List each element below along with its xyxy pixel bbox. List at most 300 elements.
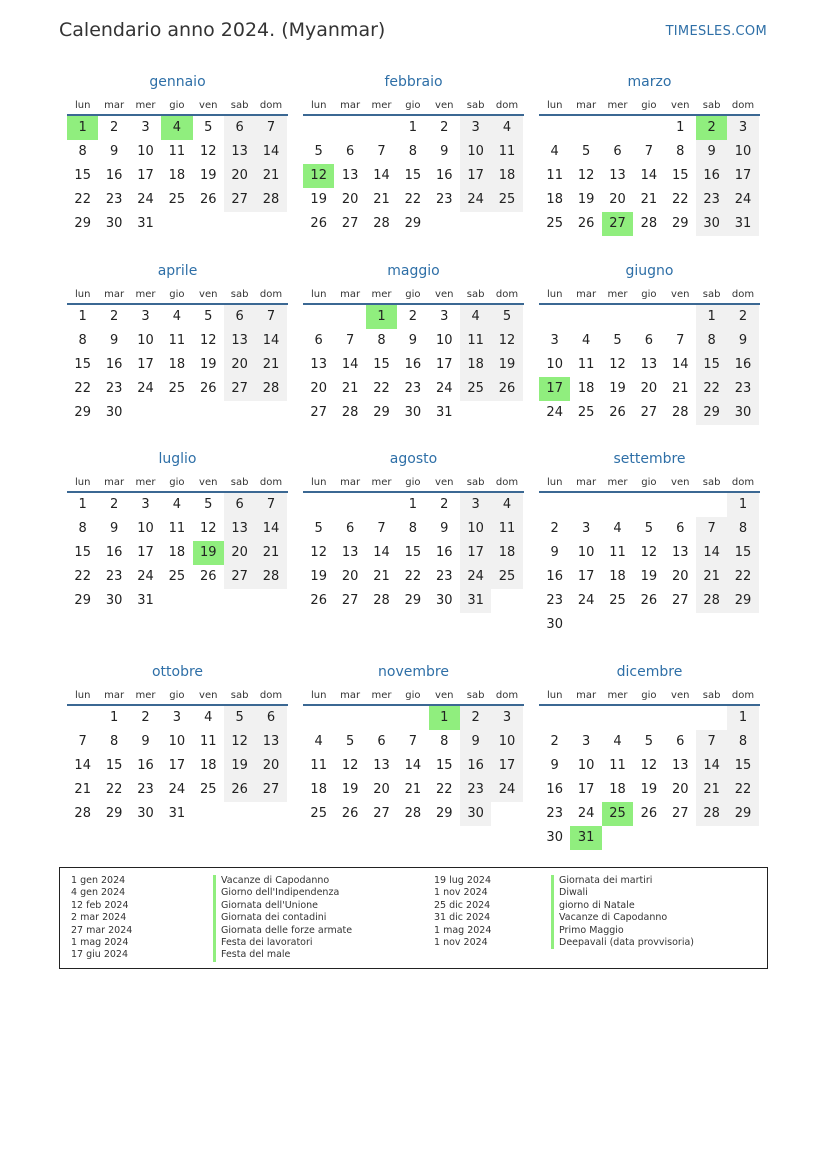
day-cell: 23 xyxy=(546,806,563,821)
day-cell: 29 xyxy=(404,216,422,231)
day-cell: 19 xyxy=(199,357,217,372)
day-grid xyxy=(303,116,524,236)
day-cell: 27 xyxy=(224,188,255,212)
weekday-label: lun xyxy=(546,289,563,300)
month-giugno xyxy=(539,261,760,425)
day-cell: 30 xyxy=(137,806,154,821)
day-cell: 15 xyxy=(74,545,91,560)
day-cell: 5 xyxy=(314,144,323,159)
weekday-label: mer xyxy=(607,477,628,488)
day-cell: 26 xyxy=(199,381,217,396)
day-cell: 11 xyxy=(168,333,186,348)
legend-date: 1 gen 2024 xyxy=(71,875,126,886)
weekday-header xyxy=(67,96,288,116)
day-cell: 3 xyxy=(727,116,758,140)
day-cell: 24 xyxy=(577,806,595,821)
weekday-label: sab xyxy=(702,477,721,488)
weekday-label: mer xyxy=(135,690,156,701)
day-cell: 28 xyxy=(341,405,359,420)
day-grid xyxy=(539,116,760,236)
day-cell: 23 xyxy=(435,192,453,207)
weekday-header xyxy=(67,686,288,706)
holiday-day-cell: 4 xyxy=(161,116,192,140)
weekday-label: sab xyxy=(466,100,485,111)
month-dicembre xyxy=(539,662,760,850)
weekday-label: ven xyxy=(199,289,218,300)
day-cell: 15 xyxy=(671,168,689,183)
day-cell: 31 xyxy=(168,806,186,821)
day-cell: 9 xyxy=(460,730,491,754)
day-cell: 26 xyxy=(310,216,327,231)
legend-holiday-name: Deepavali (data provvisoria) xyxy=(551,937,694,949)
day-cell: 29 xyxy=(727,802,758,826)
day-cell: 6 xyxy=(255,706,286,730)
empty-cell xyxy=(602,305,633,329)
weekday-label: lun xyxy=(310,289,327,300)
holiday-day-cell: 2 xyxy=(696,116,727,140)
legend-holiday-name: Festa del male xyxy=(213,949,352,961)
weekday-label: dom xyxy=(731,690,755,701)
weekday-label: dom xyxy=(495,100,519,111)
weekday-label: ven xyxy=(671,100,690,111)
day-cell: 9 xyxy=(440,144,449,159)
day-cell: 10 xyxy=(577,758,595,773)
empty-cell xyxy=(633,493,664,517)
day-cell: 15 xyxy=(435,758,453,773)
legend-holiday-name: Primo Maggio xyxy=(551,925,694,937)
day-cell: 19 xyxy=(310,192,327,207)
day-cell: 18 xyxy=(609,782,626,797)
day-cell: 20 xyxy=(671,782,689,797)
weekday-label: mar xyxy=(576,289,597,300)
day-cell: 4 xyxy=(491,493,522,517)
day-cell: 18 xyxy=(491,164,522,188)
day-cell: 20 xyxy=(255,754,286,778)
day-cell: 17 xyxy=(577,782,595,797)
month-name: aprile xyxy=(157,263,198,279)
month-ottobre xyxy=(67,662,288,826)
day-cell: 29 xyxy=(435,806,453,821)
day-cell: 15 xyxy=(74,168,91,183)
day-cell: 24 xyxy=(460,565,491,589)
day-cell: 26 xyxy=(640,806,658,821)
legend-date: 12 feb 2024 xyxy=(71,899,129,911)
day-cell: 31 xyxy=(727,212,758,236)
day-cell: 13 xyxy=(341,545,359,560)
day-cell: 13 xyxy=(609,168,626,183)
day-cell: 29 xyxy=(74,593,91,608)
day-cell: 21 xyxy=(696,778,727,802)
day-cell: 2 xyxy=(141,710,150,725)
legend-date: 1 mag 2024 xyxy=(71,936,129,948)
day-cell: 15 xyxy=(696,353,727,377)
day-cell: 14 xyxy=(74,758,91,773)
day-cell: 6 xyxy=(224,116,255,140)
day-cell: 1 xyxy=(696,305,727,329)
empty-cell xyxy=(570,706,601,730)
weekday-label: ven xyxy=(199,477,218,488)
empty-cell xyxy=(696,493,727,517)
day-cell: 9 xyxy=(550,545,559,560)
day-cell: 2 xyxy=(109,497,119,512)
day-cell: 1 xyxy=(408,120,417,135)
day-cell: 12 xyxy=(341,758,359,773)
day-cell: 16 xyxy=(546,569,563,584)
day-cell: 23 xyxy=(435,569,453,584)
day-cell: 10 xyxy=(460,140,491,164)
day-cell: 22 xyxy=(727,565,758,589)
day-cell: 27 xyxy=(224,565,255,589)
weekday-label: sab xyxy=(702,289,721,300)
day-cell: 18 xyxy=(577,381,595,396)
day-cell: 1 xyxy=(727,493,758,517)
day-cell: 23 xyxy=(727,377,758,401)
day-cell: 28 xyxy=(404,806,422,821)
day-cell: 10 xyxy=(137,333,154,348)
empty-cell xyxy=(633,305,664,329)
day-cell: 10 xyxy=(577,545,595,560)
day-cell: 18 xyxy=(609,569,626,584)
day-cell: 6 xyxy=(345,144,355,159)
day-cell: 16 xyxy=(460,754,491,778)
day-cell: 11 xyxy=(460,329,491,353)
empty-cell xyxy=(602,116,633,140)
day-cell: 24 xyxy=(137,569,154,584)
month-name: luglio xyxy=(158,451,197,467)
day-cell: 11 xyxy=(546,168,563,183)
empty-cell xyxy=(602,706,633,730)
day-cell: 20 xyxy=(341,192,359,207)
day-cell: 30 xyxy=(105,405,123,420)
empty-cell xyxy=(366,116,397,140)
day-cell: 28 xyxy=(74,806,91,821)
weekday-label: sab xyxy=(466,289,485,300)
day-cell: 10 xyxy=(137,144,154,159)
day-cell: 7 xyxy=(377,521,386,536)
weekday-header xyxy=(303,686,524,706)
day-cell: 13 xyxy=(640,357,658,372)
empty-cell xyxy=(665,706,696,730)
weekday-label: dom xyxy=(259,690,283,701)
day-cell: 10 xyxy=(460,517,491,541)
day-grid xyxy=(539,305,760,425)
day-cell: 10 xyxy=(137,521,154,536)
day-cell: 22 xyxy=(696,377,727,401)
weekday-label: sab xyxy=(702,100,721,111)
legend-date: 1 mag 2024 xyxy=(434,924,492,936)
weekday-label: mar xyxy=(340,477,361,488)
day-cell: 17 xyxy=(435,357,453,372)
weekday-header xyxy=(303,285,524,305)
day-cell: 17 xyxy=(727,164,758,188)
empty-cell xyxy=(334,116,365,140)
day-grid xyxy=(539,493,760,637)
weekday-label: mar xyxy=(340,289,361,300)
weekday-label: mer xyxy=(371,690,392,701)
day-cell: 13 xyxy=(255,730,286,754)
weekday-label: gio xyxy=(169,289,185,300)
day-cell: 5 xyxy=(314,521,323,536)
weekday-label: dom xyxy=(259,477,283,488)
legend-holiday-name: Giornata dei martiri xyxy=(551,875,694,887)
day-cell: 17 xyxy=(137,545,154,560)
day-cell: 30 xyxy=(727,401,758,425)
legend-date: 31 dic 2024 xyxy=(434,912,491,924)
day-cell: 10 xyxy=(491,730,522,754)
month-settembre xyxy=(539,449,760,637)
weekday-label: dom xyxy=(259,100,283,111)
day-cell: 6 xyxy=(224,305,255,329)
day-cell: 21 xyxy=(373,569,390,584)
weekday-label: gio xyxy=(169,690,185,701)
day-cell: 29 xyxy=(74,216,91,231)
day-cell: 6 xyxy=(224,493,255,517)
weekday-label: ven xyxy=(671,477,690,488)
weekday-label: dom xyxy=(731,100,755,111)
day-cell: 19 xyxy=(640,782,658,797)
day-cell: 7 xyxy=(78,734,87,749)
weekday-label: mar xyxy=(340,100,361,111)
empty-cell xyxy=(303,706,334,730)
day-cell: 24 xyxy=(137,192,154,207)
day-grid xyxy=(67,706,288,826)
weekday-label: ven xyxy=(671,289,690,300)
weekday-label: ven xyxy=(435,289,454,300)
day-cell: 26 xyxy=(577,216,595,231)
legend-holiday-name: Giornata delle forze armate xyxy=(213,925,352,937)
day-cell: 2 xyxy=(109,309,119,324)
legend-holiday-name: Giornata dei contadini xyxy=(213,912,352,924)
day-cell: 6 xyxy=(644,333,653,348)
day-cell: 5 xyxy=(644,521,653,536)
holiday-legend xyxy=(59,867,768,969)
day-cell: 22 xyxy=(404,192,422,207)
day-cell: 14 xyxy=(373,545,390,560)
weekday-label: mar xyxy=(576,100,597,111)
empty-cell xyxy=(570,116,601,140)
empty-cell xyxy=(397,706,428,730)
empty-cell xyxy=(665,305,696,329)
day-cell: 24 xyxy=(168,782,186,797)
day-cell: 4 xyxy=(172,497,181,512)
day-cell: 29 xyxy=(696,401,727,425)
day-grid xyxy=(303,305,524,425)
day-cell: 7 xyxy=(408,734,417,749)
day-cell: 21 xyxy=(341,381,359,396)
day-cell: 28 xyxy=(640,216,658,231)
day-cell: 23 xyxy=(105,569,123,584)
empty-cell xyxy=(633,116,664,140)
day-cell: 9 xyxy=(109,144,119,159)
day-cell: 12 xyxy=(609,357,626,372)
day-cell: 22 xyxy=(74,381,91,396)
day-cell: 22 xyxy=(727,778,758,802)
month-name: febbraio xyxy=(384,74,443,90)
weekday-label: dom xyxy=(495,289,519,300)
empty-cell xyxy=(334,305,365,329)
weekday-label: gio xyxy=(641,690,657,701)
weekday-label: gio xyxy=(641,100,657,111)
day-cell: 24 xyxy=(460,188,491,212)
brand-link[interactable]: TIMESLES.COM xyxy=(665,24,767,39)
page-title: Calendario anno 2024. (Myanmar) xyxy=(59,19,386,41)
day-cell: 12 xyxy=(640,758,658,773)
day-cell: 27 xyxy=(224,377,255,401)
day-cell: 11 xyxy=(310,758,327,773)
day-cell: 5 xyxy=(613,333,622,348)
day-cell: 14 xyxy=(255,329,286,353)
day-cell: 8 xyxy=(408,144,417,159)
weekday-header xyxy=(539,473,760,493)
day-cell: 20 xyxy=(310,381,327,396)
day-cell: 26 xyxy=(640,593,658,608)
day-cell: 8 xyxy=(696,329,727,353)
day-cell: 18 xyxy=(460,353,491,377)
day-cell: 29 xyxy=(671,216,689,231)
weekday-label: sab xyxy=(466,477,485,488)
weekday-label: ven xyxy=(435,100,454,111)
day-cell: 22 xyxy=(435,782,453,797)
day-cell: 30 xyxy=(404,405,422,420)
day-cell: 12 xyxy=(310,545,327,560)
day-cell: 13 xyxy=(671,758,689,773)
day-cell: 3 xyxy=(460,116,491,140)
day-cell: 25 xyxy=(168,569,186,584)
empty-cell xyxy=(633,706,664,730)
day-cell: 18 xyxy=(199,758,217,773)
month-name: ottobre xyxy=(151,664,204,680)
day-cell: 13 xyxy=(224,329,255,353)
day-cell: 17 xyxy=(137,357,154,372)
day-cell: 19 xyxy=(609,381,626,396)
empty-cell xyxy=(67,706,98,730)
day-cell: 4 xyxy=(550,144,559,159)
legend-date: 27 mar 2024 xyxy=(71,924,133,936)
day-cell: 12 xyxy=(640,545,658,560)
day-cell: 11 xyxy=(609,545,626,560)
day-cell: 25 xyxy=(546,216,563,231)
empty-cell xyxy=(366,706,397,730)
day-cell: 25 xyxy=(577,405,595,420)
legend-dates-right xyxy=(434,875,491,949)
day-cell: 16 xyxy=(546,782,563,797)
weekday-label: sab xyxy=(230,289,249,300)
day-cell: 5 xyxy=(204,497,213,512)
weekday-label: ven xyxy=(199,690,218,701)
day-cell: 21 xyxy=(373,192,390,207)
weekday-label: sab xyxy=(230,477,249,488)
day-cell: 2 xyxy=(440,497,449,512)
day-cell: 28 xyxy=(373,593,390,608)
day-cell: 12 xyxy=(577,168,595,183)
day-cell: 10 xyxy=(546,357,563,372)
day-cell: 14 xyxy=(255,140,286,164)
weekday-label: lun xyxy=(546,690,563,701)
empty-cell xyxy=(570,493,601,517)
weekday-label: lun xyxy=(546,100,563,111)
day-cell: 9 xyxy=(440,521,449,536)
weekday-label: dom xyxy=(259,289,283,300)
legend-holiday-name: Vacanze di Capodanno xyxy=(551,912,694,924)
day-cell: 28 xyxy=(696,589,727,613)
legend-date: 25 dic 2024 xyxy=(434,899,491,911)
day-cell: 23 xyxy=(105,192,123,207)
month-agosto xyxy=(303,449,524,613)
day-cell: 23 xyxy=(546,593,563,608)
day-cell: 17 xyxy=(137,168,154,183)
day-cell: 29 xyxy=(74,405,91,420)
day-cell: 3 xyxy=(491,706,522,730)
day-cell: 28 xyxy=(255,377,286,401)
day-cell: 7 xyxy=(696,730,727,754)
weekday-header xyxy=(303,96,524,116)
day-cell: 20 xyxy=(373,782,390,797)
weekday-label: mer xyxy=(607,690,628,701)
day-cell: 20 xyxy=(224,164,255,188)
day-cell: 30 xyxy=(696,212,727,236)
weekday-label: mer xyxy=(371,289,392,300)
month-aprile xyxy=(67,261,288,425)
day-cell: 13 xyxy=(341,168,359,183)
weekday-label: gio xyxy=(405,289,421,300)
day-cell: 23 xyxy=(460,778,491,802)
weekday-header xyxy=(67,473,288,493)
day-cell: 2 xyxy=(440,120,449,135)
month-name: gennaio xyxy=(149,74,206,90)
day-cell: 6 xyxy=(377,734,386,749)
day-cell: 26 xyxy=(609,405,626,420)
day-cell: 7 xyxy=(255,305,286,329)
day-cell: 15 xyxy=(373,357,390,372)
weekday-label: dom xyxy=(495,690,519,701)
day-cell: 7 xyxy=(696,517,727,541)
empty-cell xyxy=(665,493,696,517)
day-cell: 21 xyxy=(255,353,286,377)
day-cell: 7 xyxy=(255,116,286,140)
weekday-label: sab xyxy=(230,100,249,111)
empty-cell xyxy=(696,706,727,730)
weekday-label: lun xyxy=(546,477,563,488)
day-cell: 6 xyxy=(676,734,685,749)
weekday-label: mar xyxy=(104,477,125,488)
day-cell: 1 xyxy=(109,710,119,725)
day-cell: 23 xyxy=(696,188,727,212)
day-cell: 22 xyxy=(74,569,91,584)
day-cell: 1 xyxy=(78,497,87,512)
weekday-label: mar xyxy=(576,477,597,488)
day-cell: 15 xyxy=(404,545,422,560)
legend-dates-left xyxy=(71,875,132,962)
legend-holiday-name: Giorno dell'Indipendenza xyxy=(213,887,352,899)
day-cell: 2 xyxy=(727,305,758,329)
day-cell: 18 xyxy=(168,357,186,372)
weekday-label: dom xyxy=(731,289,755,300)
day-cell: 9 xyxy=(109,333,119,348)
day-cell: 3 xyxy=(141,309,150,324)
legend-date: 1 nov 2024 xyxy=(434,936,488,948)
day-cell: 20 xyxy=(224,541,255,565)
day-cell: 26 xyxy=(199,192,217,207)
day-cell: 19 xyxy=(199,168,217,183)
day-cell: 12 xyxy=(199,521,217,536)
legend-holiday-name: Diwali xyxy=(551,887,694,899)
empty-cell xyxy=(539,116,570,140)
day-cell: 10 xyxy=(727,140,758,164)
day-cell: 11 xyxy=(168,521,186,536)
weekday-label: gio xyxy=(641,477,657,488)
weekday-label: mar xyxy=(104,690,125,701)
day-cell: 18 xyxy=(168,545,186,560)
